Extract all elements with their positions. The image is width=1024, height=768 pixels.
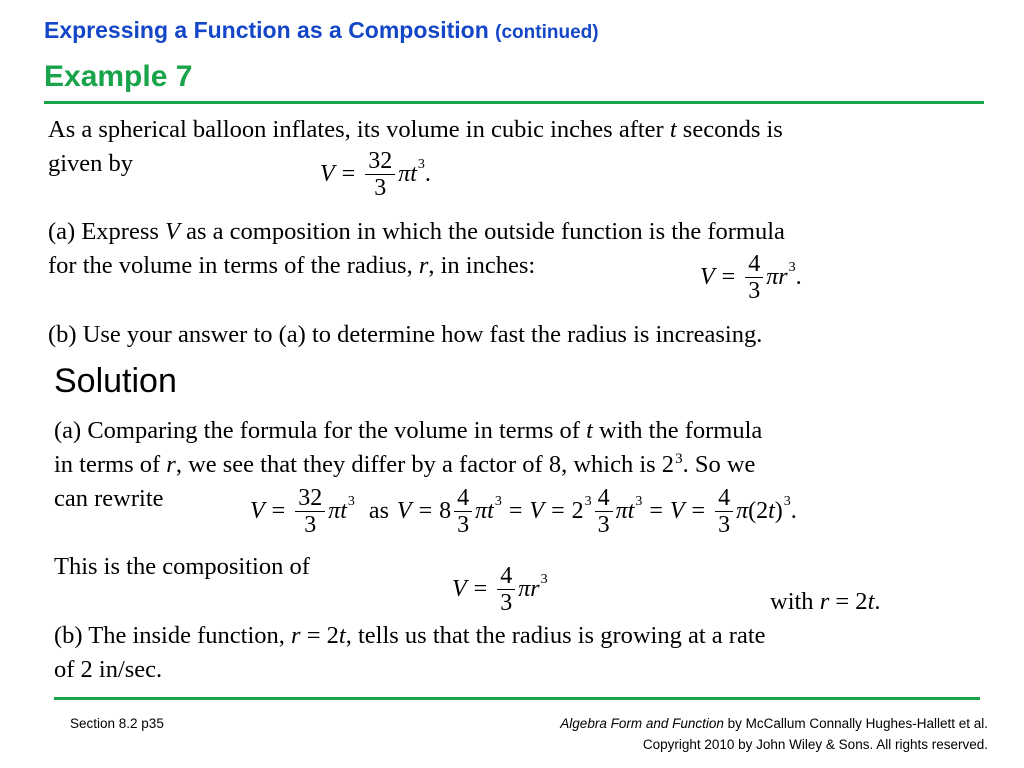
solution-heading: Solution: [54, 362, 177, 400]
top-rule: [44, 101, 984, 104]
problem-line-2: given by: [48, 150, 134, 177]
part-a-line-1: (a) Express V as a composition in which the outside function is the formula: [48, 218, 785, 245]
as-word: as: [368, 498, 389, 524]
title-suffix: (continued): [495, 22, 599, 43]
fraction-4-3: $\frac{4}{3}$: [595, 485, 613, 538]
problem-line-1: As a spherical balloon inflates, its volume in cubic inches after t seconds is: [48, 116, 783, 143]
solution-b-line-2: of 2 in/sec.: [54, 656, 163, 683]
footer-section: Section 8.2 p35: [70, 716, 164, 731]
solution-a-line-1: (a) Comparing the formula for the volume in terms of t with the formula: [54, 417, 763, 444]
solution-a-line-2: in terms of r, we see that they differ by a factor of 8, which is $2^3$. So we: [54, 451, 756, 478]
solution-a-line-3: can rewrite: [54, 485, 164, 512]
solution-b-line-1: (b) The inside function, r = 2t, tells us that the radius is growing at a rate: [54, 622, 766, 649]
footer-copyright: Copyright 2010 by John Wiley & Sons. All rights reserved.: [642, 737, 988, 752]
fraction-32-3: $\frac{32}{3}$: [295, 485, 325, 538]
fraction-4-3: $\frac{4}{3}$: [745, 251, 763, 304]
equation-outside-function: V = $\frac{4}{3}$ π r 3: [452, 563, 548, 616]
example-heading: Example 7: [44, 60, 193, 93]
fraction-4-3: $\frac{4}{3}$: [497, 563, 515, 616]
part-a-line-2: for the volume in terms of the radius, r, in inches:: [48, 252, 536, 279]
slide-title: Expressing a Function as a Composition (continued): [44, 17, 599, 43]
fraction-4-3: $\frac{4}{3}$: [715, 485, 733, 538]
part-b-question: (b) Use your answer to (a) to determine how fast the radius is increasing.: [48, 321, 763, 348]
bottom-rule: [54, 697, 980, 700]
footer-citation: Algebra Form and Function by McCallum Connally Hughes-Hallett et al.: [560, 716, 988, 731]
equation-volume-radius: V = $\frac{4}{3}$ π r 3 .: [700, 251, 802, 304]
with-r-equals-2t: with r = 2t.: [770, 588, 881, 615]
fraction-4-3: $\frac{4}{3}$: [454, 485, 472, 538]
book-title: Algebra Form and Function: [560, 716, 724, 731]
composition-line: This is the composition of: [54, 553, 310, 580]
fraction-32-3: $\frac{32}{3}$: [365, 148, 395, 201]
equation-volume-time: V = $\frac{32}{3}$ π t 3 .: [320, 148, 431, 201]
equation-rewrite-chain: V = $\frac{32}{3}$ π t 3 as V = 8 $\frac{4}{3}$ π t 3 = V = 2 3 $\frac{4}{3}$ π t 3 = V = $\frac{4}{3}$ π ( 2 t ) 3 .: [250, 485, 797, 538]
